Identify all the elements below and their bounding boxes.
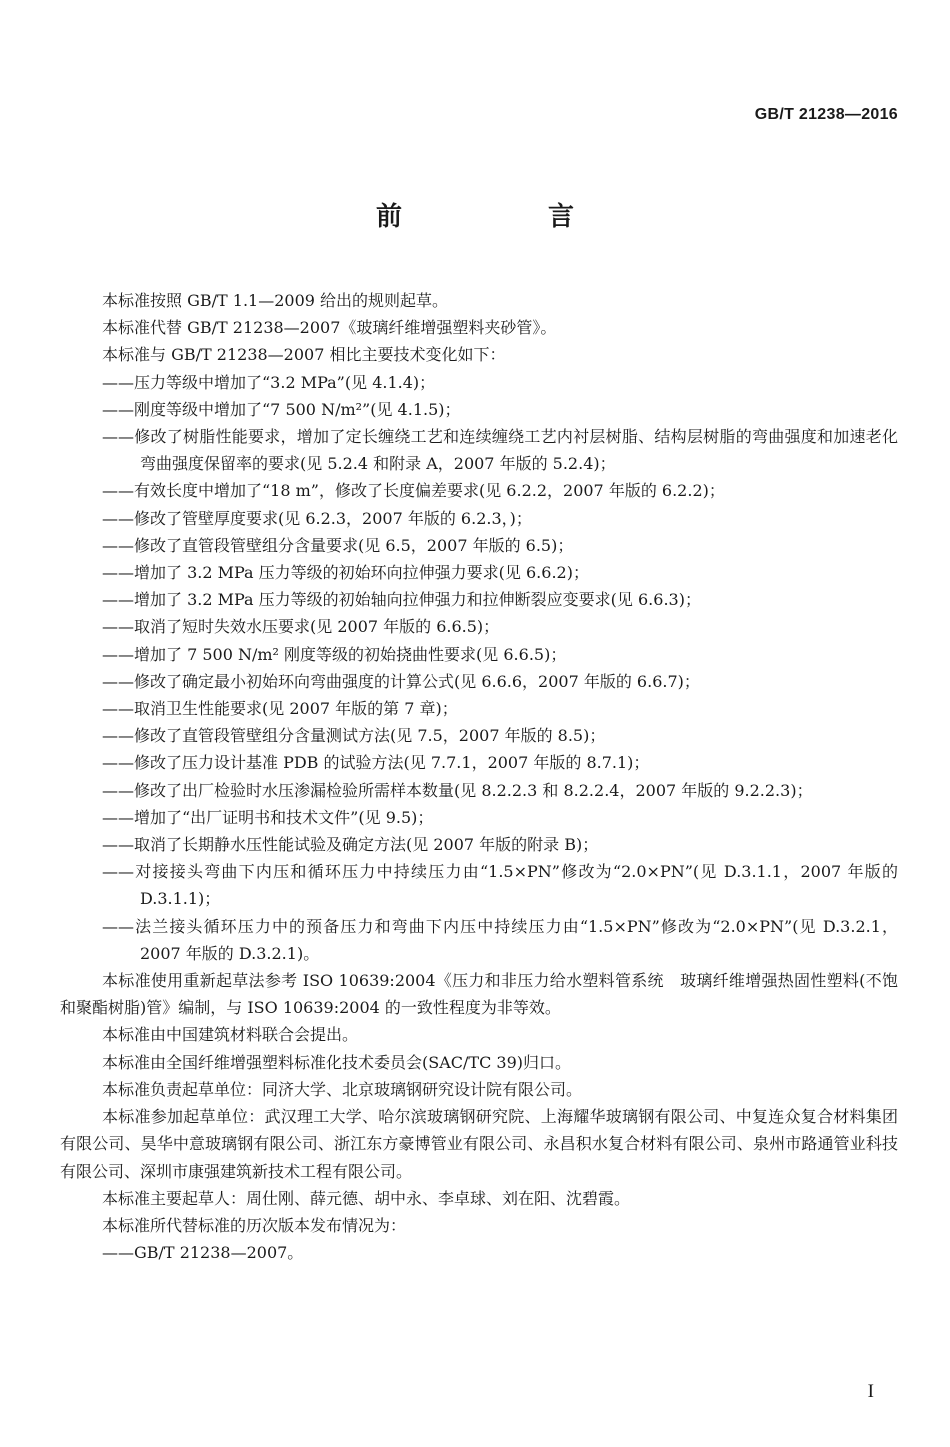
- change-item: ——增加了 3.2 MPa 压力等级的初始轴向拉伸强力和拉伸断裂应变要求(见 6.6.3)；: [102, 590, 701, 610]
- change-item: ——增加了 7 500 N/m² 刚度等级的初始挠曲性要求(见 6.6.5)；: [102, 644, 567, 664]
- page-number: I: [867, 1381, 874, 1402]
- paragraph: 本标准由中国建筑材料联合会提出。: [102, 1025, 359, 1045]
- paragraph: 本标准参加起草单位：武汉理工大学、哈尔滨玻璃钢研究院、上海耀华玻璃钢有限公司、中复连众复合材料集团有限公司、昊华中意玻璃钢有限公司、浙江东方豪博管业有限公司、永昌积水复合材料有限公司、泉州市路通管业科技有限公司、深圳市康强建筑新技术工程有限公司。: [60, 1107, 898, 1181]
- paragraph: 本标准主要起草人：周仕刚、薛元德、胡中永、李卓球、刘在阳、沈碧霞。: [102, 1188, 631, 1208]
- change-item: ——法兰接头循环压力中的预备压力和弯曲下内压中持续压力由“1.5×PN”修改为“2.0×PN”(见 D.3.2.1，2007 年版的 D.3.2.1)。: [102, 916, 898, 963]
- paragraph: 本标准由全国纤维增强塑料标准化技术委员会(SAC/TC 39)归口。: [102, 1052, 571, 1072]
- paragraph: 本标准所代替标准的历次版本发布情况为：: [102, 1215, 407, 1235]
- paragraph: 本标准按照 GB/T 1.1—2009 给出的规则起草。: [102, 291, 449, 310]
- change-item: ——压力等级中增加了“3.2 MPa”(见 4.1.4)；: [102, 372, 436, 392]
- change-item: ——修改了管壁厚度要求(见 6.2.3，2007 年版的 6.2.3，)；: [102, 508, 532, 528]
- change-item: ——取消了长期静水压性能试验及确定方法(见 2007 年版的附录 B)；: [102, 835, 599, 855]
- standard-code: GB/T 21238—2016: [754, 106, 898, 123]
- change-item: ——增加了 3.2 MPa 压力等级的初始环向拉伸强力要求(见 6.6.2)；: [102, 563, 589, 583]
- change-item: ——修改了直管段管壁组分含量测试方法(见 7.5，2007 年版的 8.5)；: [102, 726, 606, 746]
- change-item: ——修改了直管段管壁组分含量要求(见 6.5，2007 年版的 6.5)；: [102, 535, 574, 555]
- foreword-body: [60, 287, 898, 1266]
- change-item: ——取消了短时失效水压要求(见 2007 年版的 6.6.5)；: [102, 617, 500, 637]
- change-item: ——有效长度中增加了“18 m”，修改了长度偏差要求(见 6.2.2，2007 年版的 6.2.2)；: [102, 481, 725, 501]
- change-item: ——对接接头弯曲下内压和循环压力中持续压力由“1.5×PN”修改为“2.0×PN”(见 D.3.1.1，2007 年版的 D.3.1.1)；: [102, 862, 898, 909]
- change-item: ——刚度等级中增加了“7 500 N/m²”(见 4.1.5)；: [102, 399, 461, 419]
- change-item: ——增加了“出厂证明书和技术文件”(见 9.5)；: [102, 807, 434, 827]
- change-item: ——修改了树脂性能要求，增加了定长缠绕工艺和连续缠绕工艺内衬层树脂、结构层树脂的弯曲强度和加速老化弯曲强度保留率的要求(见 5.2.4 和附录 A，2007 年版的 5.2.4)；: [102, 427, 898, 474]
- history-item: ——GB/T 21238—2007。: [102, 1243, 304, 1263]
- change-item: ——修改了出厂检验时水压渗漏检验所需样本数量(见 8.2.2.3 和 8.2.2.4，2007 年版的 9.2.2.3)；: [102, 780, 813, 800]
- paragraph: 本标准代替 GB/T 21238—2007《玻璃纤维增强塑料夹砂管》。: [102, 318, 557, 338]
- paragraph: 本标准与 GB/T 21238—2007 相比主要技术变化如下：: [102, 345, 506, 365]
- change-item: ——修改了压力设计基准 PDB 的试验方法(见 7.7.1，2007 年版的 8.7.1)；: [102, 753, 650, 773]
- paragraph: 本标准使用重新起草法参考 ISO 10639:2004《压力和非压力给水塑料管系统 玻璃纤维增强热固性塑料(不饱和聚酯树脂)管》编制，与 ISO 10639:2004 的一致性程度为非等效。: [60, 971, 898, 1018]
- page-title: 前 言: [375, 202, 634, 232]
- paragraph: 本标准负责起草单位：同济大学、北京玻璃钢研究设计院有限公司。: [102, 1079, 583, 1099]
- change-item: ——取消卫生性能要求(见 2007 年版的第 7 章)；: [102, 699, 458, 719]
- change-item: ——修改了确定最小初始环向弯曲强度的计算公式(见 6.6.6，2007 年版的 6.6.7)；: [102, 671, 700, 691]
